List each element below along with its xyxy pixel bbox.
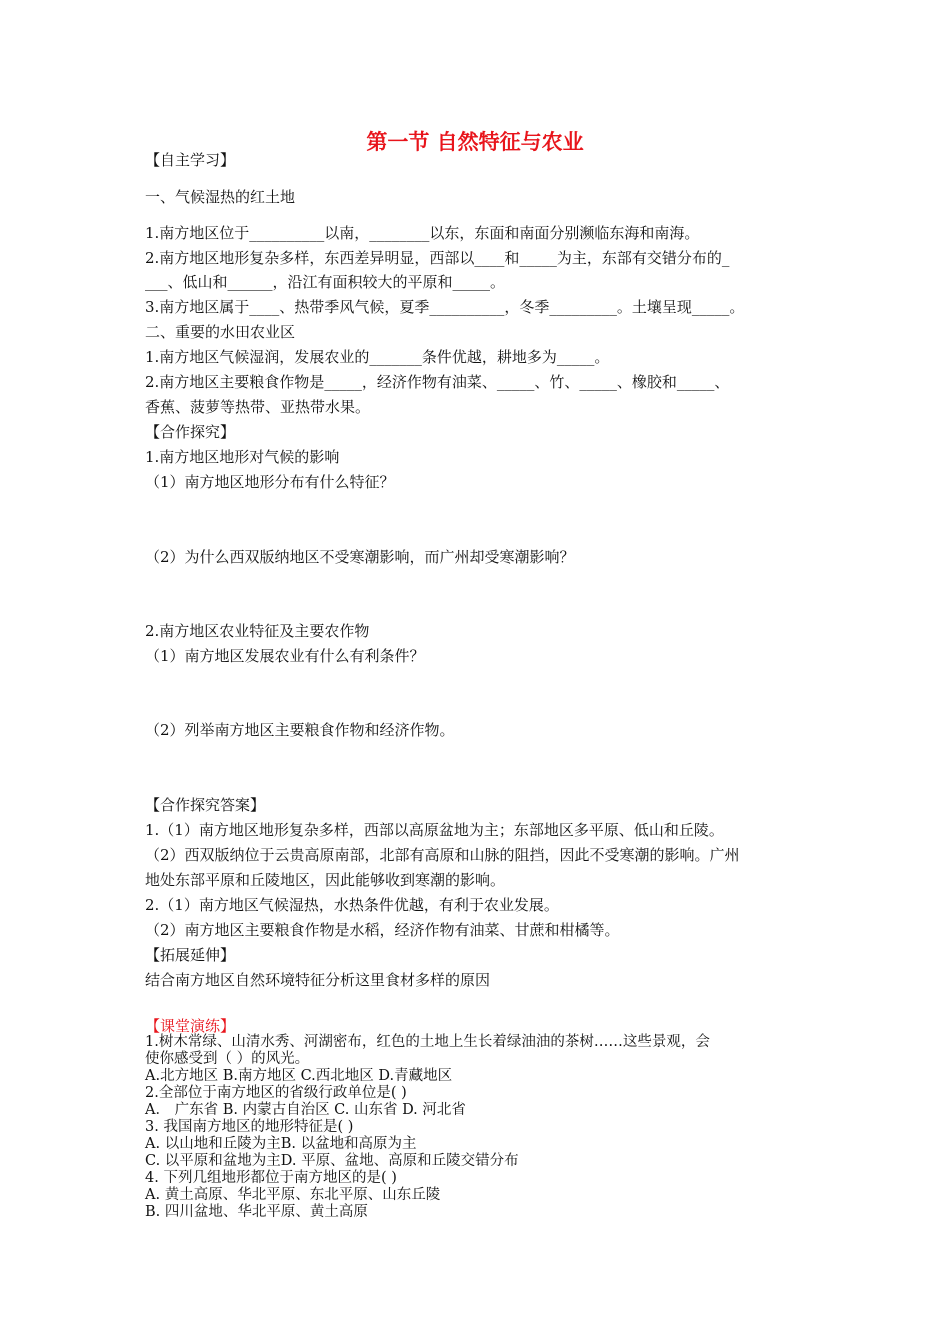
- practice-options: A. 黄土高原、华北平原、东北平原、山东丘陵: [145, 1187, 441, 1203]
- question-text: 香蕉、菠萝等热带、亚热带水果。: [145, 398, 371, 416]
- question-text: 1.南方地区位于__________以南，________以东，东面和南面分别濒临东海和南海。: [145, 224, 700, 242]
- answers-heading: 【合作探究答案】: [145, 796, 266, 814]
- cooperative-question: （1）南方地区地形分布有什么特征？: [145, 473, 395, 491]
- answer-text: 2.（1）南方地区气候湿热，水热条件优越，有利于农业发展。: [145, 896, 559, 914]
- question-text: 3.南方地区属于____、热带季风气候，夏季__________，冬季_________。土壤呈现_____。: [145, 298, 745, 316]
- practice-options: A.北方地区 B.南方地区 C.西北地区 D.青藏地区: [145, 1068, 453, 1084]
- cooperative-heading: 【合作探究】: [145, 423, 236, 441]
- section-heading-1: 一、气候湿热的红土地: [145, 188, 296, 206]
- cooperative-question: （2）列举南方地区主要粮食作物和经济作物。: [145, 721, 455, 739]
- practice-question: 3. 我国南方地区的地形特征是( ): [145, 1119, 354, 1135]
- section-heading-2: 二、重要的水田农业区: [145, 323, 296, 341]
- practice-options: B. 四川盆地、华北平原、黄土高原: [145, 1204, 368, 1220]
- practice-options: A. 以山地和丘陵为主B. 以盆地和高原为主: [145, 1136, 417, 1152]
- answer-text: 1.（1）南方地区地形复杂多样，西部以高原盆地为主；东部地区多平原、低山和丘陵。: [145, 821, 724, 839]
- practice-options: C. 以平原和盆地为主D. 平原、盆地、高原和丘陵交错分布: [145, 1153, 519, 1169]
- practice-question: 1.树木常绿、山清水秀、河湖密布，红色的土地上生长着绿油油的茶树……这些景观，会: [145, 1034, 710, 1050]
- practice-question: 4. 下列几组地形都位于南方地区的是( ): [145, 1170, 397, 1186]
- answer-text: 地处东部平原和丘陵地区，因此能够收到寒潮的影响。: [145, 871, 506, 889]
- practice-question: 2.全部位于南方地区的省级行政单位是( ): [145, 1085, 407, 1101]
- question-text: 2.南方地区主要粮食作物是_____，经济作物有油菜、_____、竹、_____、橡胶和_____、: [145, 373, 730, 391]
- cooperative-item: 2.南方地区农业特征及主要农作物: [145, 622, 370, 640]
- self-study-heading: 【自主学习】: [145, 151, 236, 169]
- question-text: 1.南方地区气候湿润，发展农业的_______条件优越，耕地多为_____。: [145, 348, 610, 366]
- cooperative-question: （2）为什么西双版纳地区不受寒潮影响，而广州却受寒潮影响？: [145, 548, 575, 566]
- extension-text: 结合南方地区自然环境特征分析这里食材多样的原因: [145, 971, 491, 989]
- answer-text: （2）南方地区主要粮食作物是水稻，经济作物有油菜、甘蔗和柑橘等。: [145, 921, 620, 939]
- practice-question: 使你感受到（ ）的风光。: [145, 1051, 310, 1067]
- page-title: 第一节 自然特征与农业: [366, 130, 584, 154]
- question-text: ___、低山和______，沿江有面积较大的平原和_____。: [145, 273, 506, 291]
- answer-text: （2）西双版纳位于云贵高原南部，北部有高原和山脉的阻挡，因此不受寒潮的影响。广州: [145, 846, 740, 864]
- extension-heading: 【拓展延伸】: [145, 946, 236, 964]
- practice-heading: 【课堂演练】: [145, 1017, 236, 1035]
- practice-options: A． 广东省 B. 内蒙古自治区 C. 山东省 D. 河北省: [145, 1102, 466, 1118]
- cooperative-item: 1.南方地区地形对气候的影响: [145, 448, 340, 466]
- cooperative-question: （1）南方地区发展农业有什么有利条件？: [145, 647, 425, 665]
- question-text: 2.南方地区地形复杂多样，东西差异明显，西部以____和_____为主，东部有交错分布的_: [145, 249, 730, 267]
